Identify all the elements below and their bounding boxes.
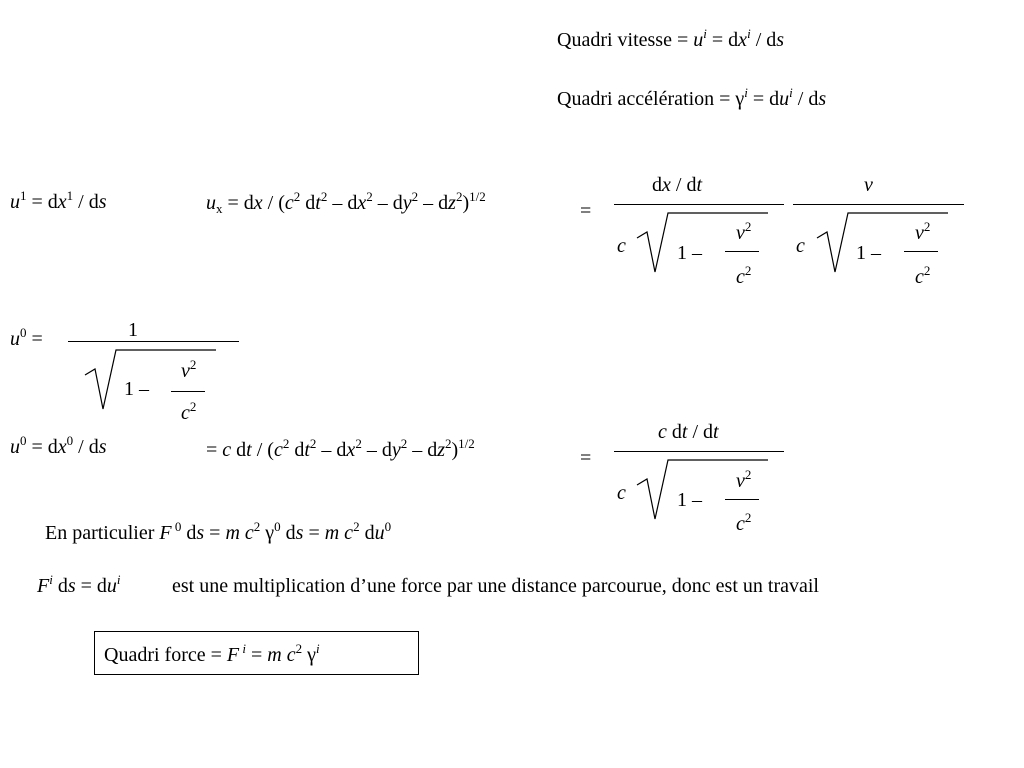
u0-expression: = c dt / ($c^2$ $dt^2 - dx^2 - dy^2 - dz^2)^{1/2}$ (206, 436, 475, 461)
four-velocity-definition: Quadri vitesse = $u^i = dx^i$ / ds (557, 26, 785, 51)
u0-definition: $u^0 = dx^0$ / ds (10, 433, 107, 458)
inner-fraction-bar (725, 251, 759, 252)
denominator-c: c (617, 482, 626, 504)
fraction-numerator: v (864, 174, 873, 196)
inner-fraction-bar (904, 251, 938, 252)
one-minus: 1 – (677, 489, 702, 511)
equals-sign: = (580, 200, 592, 222)
radical-sign (85, 349, 217, 411)
ux-expression: $u_x$ = dx / ($c^2$ $dt^2 - dx^2 - dy^2 - dz^2)^{1/2}$ (206, 189, 486, 216)
v-squared: $v^2$ (915, 219, 931, 244)
v-squared: $v^2$ (736, 219, 752, 244)
equals-sign: = (580, 447, 592, 469)
work-equation: $F^i$ ds = $du^i$ (37, 572, 121, 597)
c-squared: $c^2$ (181, 399, 197, 424)
fraction-bar (68, 341, 239, 342)
v-squared: $v^2$ (736, 467, 752, 492)
one-minus: 1 – (856, 242, 881, 264)
fraction-numerator: dx / dt (652, 174, 703, 196)
four-acceleration-definition: Quadri accélération = $\gamma^i = du^i$ / ds (557, 85, 827, 110)
fraction-numerator: 1 (128, 319, 138, 341)
c-squared: $c^2$ (736, 510, 752, 535)
u1-definition: $u^1 = dx^1$ / ds (10, 188, 107, 213)
fraction-bar (793, 204, 964, 205)
fraction-bar (614, 451, 784, 452)
denominator-c: c (796, 235, 805, 257)
work-statement: est une multiplication d’une force par une distance parcourue, donc est un travail (172, 575, 819, 597)
one-minus: 1 – (677, 242, 702, 264)
fraction-numerator: c dt / dt (658, 421, 719, 443)
c-squared: $c^2$ (915, 263, 931, 288)
particular-case: En particulier F $^0$ ds = m $c^2$ $\gamma^0$ ds = m $c^2$ $du^0$ (45, 519, 392, 544)
inner-fraction-bar (171, 391, 205, 392)
one-minus: 1 – (124, 378, 149, 400)
four-force-definition: Quadri force = F $^i$ = m $c^2$ $\gamma^i$ (104, 641, 320, 666)
u0-label: $u^0$ = (10, 325, 43, 350)
v-squared: $v^2$ (181, 357, 197, 382)
inner-fraction-bar (725, 499, 759, 500)
fraction-bar (614, 204, 784, 205)
c-squared: $c^2$ (736, 263, 752, 288)
denominator-c: c (617, 235, 626, 257)
